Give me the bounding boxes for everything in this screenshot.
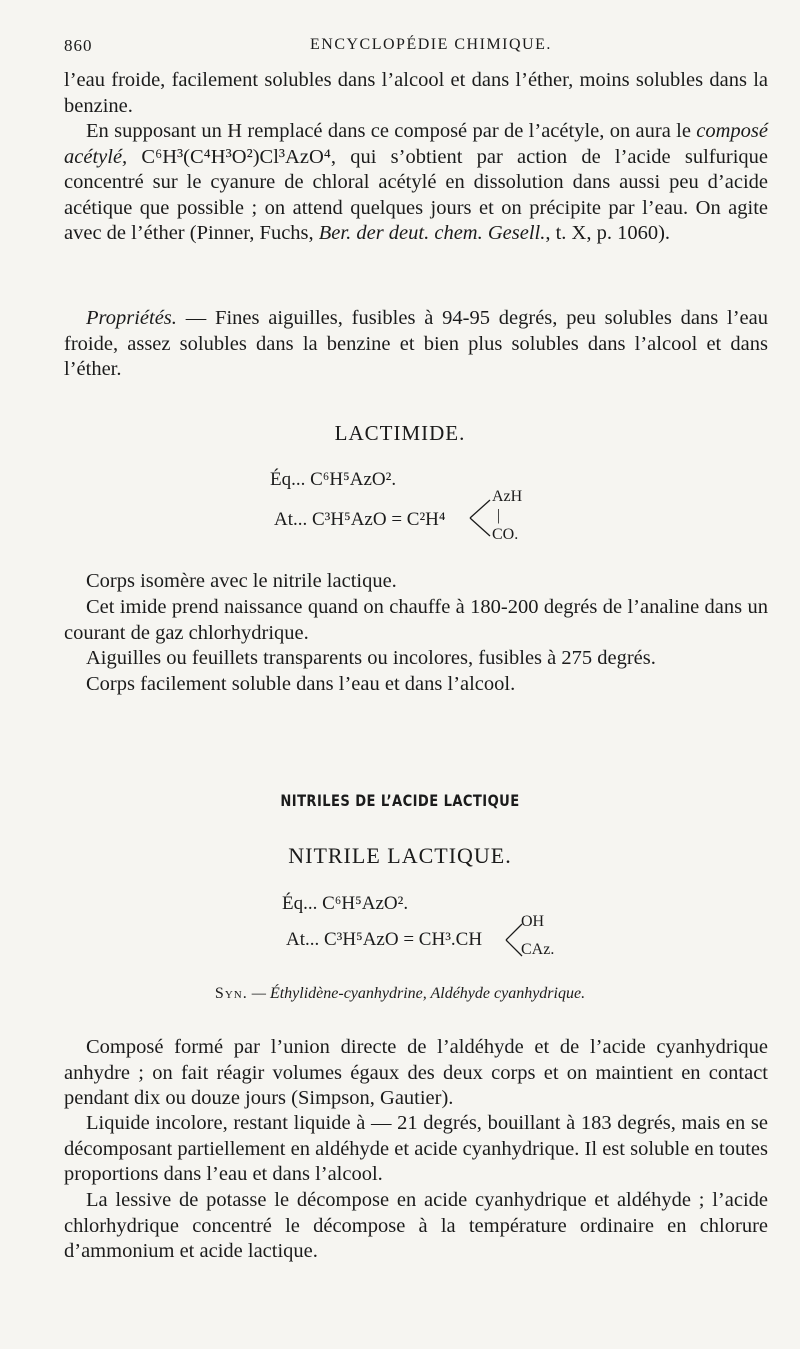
acetyl-text-1: En supposant un H remplacé dans ce composé par de l’acétyle, on aura le [86,120,691,142]
acetyl-reference: Ber. der deut. chem. Gesell. [318,222,546,244]
lactimide-at-value: C³H⁵AzO = C²H⁴ [312,509,446,530]
nitrile-eq-label: Éq... [282,893,318,914]
lactimide-paragraph-2: Cet imide prend naissance quand on chauffe à 180-200 degrés de l’analine dans un courant de gaz chlorhydrique. [64,596,768,644]
lactimide-title: LACTIMIDE. [334,421,466,445]
lactimide-at-label: At... [274,509,308,530]
properties-paragraph [64,306,768,383]
section-heading: NITRILES DE L’ACIDE LACTIQUE [280,791,520,810]
lactimide-paragraph-1: Corps isomère avec le nitrile lactique. [86,570,397,592]
continuation-paragraph: l’eau froide, facilement solubles dans l’alcool et dans l’éther, moins solubles dans la benzine. [64,69,768,117]
nitrile-paragraph-3: La lessive de potasse le décompose en acide cyanhydrique et aldéhyde ; l’acide chlorhydrique concentré le décompose à la température ordinaire en chlorure d’ammonium et acide lactique. [64,1189,768,1262]
running-title: ENCYCLOPÉDIE CHIMIQUE. [310,36,552,53]
nitrile-paragraph-1: Composé formé par l’union directe de l’aldéhyde et de l’acide cyanhydrique anhydre ; on fait réagir volumes égaux des deux corps et on maintient en contact pendant dix ou douze jours (Simpson, Gautier). [64,1036,768,1109]
nitrile-at-value: C³H⁵AzO = CH³.CH [324,929,483,950]
page-header [64,36,770,58]
lactimide-branch-top: AzH [492,488,523,505]
nitrile-paragraph-2: Liquide incolore, restant liquide à — 21 degrés, bouillant à 183 degrés, mais en se décomposant partiellement en aldéhyde et acide cyanhydrique. Il est soluble en toutes proportions dans l’eau et dans l’alcool. [64,1112,768,1185]
acetyl-text-3: , t. X, p. 1060). [545,222,671,244]
properties-text: — Fines aiguilles, fusibles à 94-95 degrés, peu solubles dans l’eau froide, assez solubles dans la benzine et bien plus solubles dans l’alcool et dans l’éther. [64,307,768,380]
acetyl-term: composé acétylé, [64,120,768,168]
nitrile-at-formula [286,929,482,951]
nitrile-eq-value: C⁶H⁵AzO². [322,893,409,914]
lactimide-eq-value: C⁶H⁵AzO². [310,469,397,490]
acetyl-text-2: , qui s’obtient par action de l’acide sulfurique concentré sur le cyanure de chloral acétylé en dissolution dans aussi peu d’acide acétique que possible ; on attend quelques jours et on précipite par l’eau. On agite avec de l’éther (Pinner, Fuchs, [64,145,768,244]
acetyl-formula: C⁶H³(C⁴H³O²)Cl³AzO⁴ [141,145,331,168]
synonyms-text: — Éthylidène-cyanhydrine, Aldéhyde cyanhydrique. [251,985,586,1002]
acetyl-paragraph [64,119,768,247]
nitrile-eq-formula [282,893,408,915]
lactimide-paragraph-4: Corps facilement soluble dans l’eau et dans l’alcool. [86,673,516,695]
nitrile-at-label: At... [286,929,320,950]
lactimide-eq-label: Éq... [270,469,306,490]
properties-label: Propriétés. [86,307,177,329]
page-number: 860 [64,36,93,55]
synonyms-label: Syn. [214,985,248,1002]
lactimide-at-formula [274,509,446,531]
nitrile-branch-bottom: CAz. [521,941,555,958]
nitrile-branch-top: OH [521,913,545,930]
lactimide-branch-bottom: CO. [492,526,519,543]
lactimide-paragraph-3: Aiguilles ou feuillets transparents ou incolores, fusibles à 275 degrés. [86,647,656,669]
lactimide-eq-formula [270,469,396,491]
synonyms-line [0,985,800,1003]
lactimide-branch-mid: | [497,507,501,524]
nitrile-title: NITRILE LACTIQUE. [288,843,512,868]
